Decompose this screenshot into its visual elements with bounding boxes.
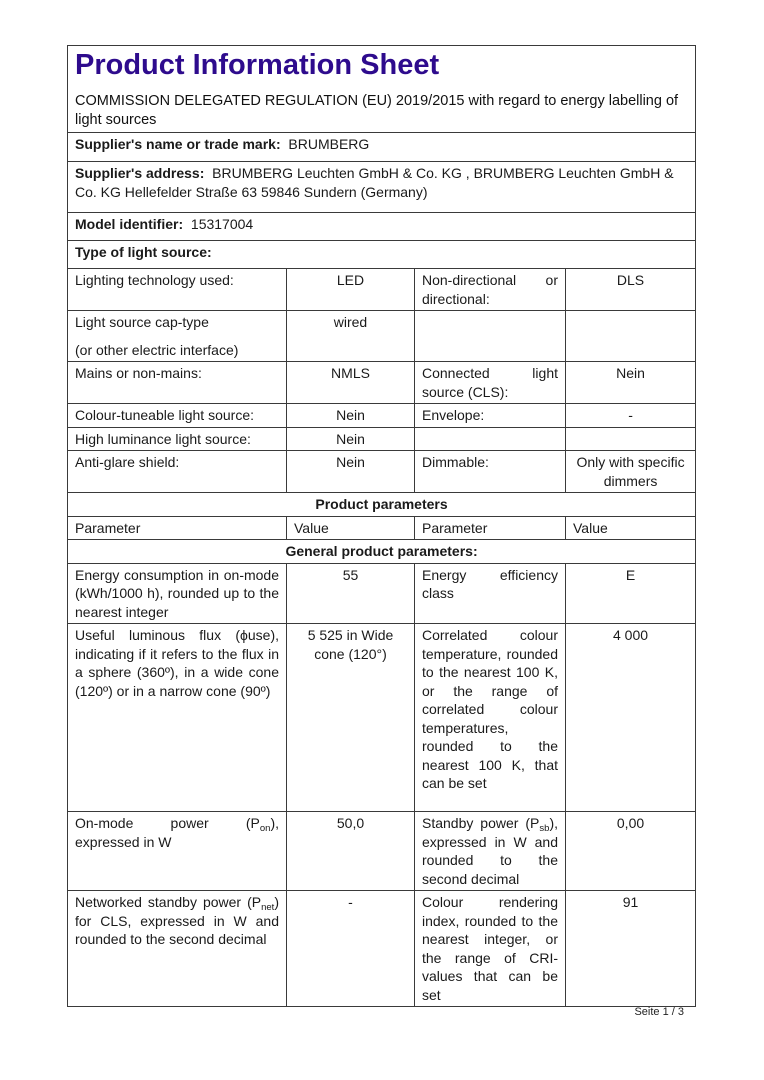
column-header-parameter-2: Parameter <box>415 516 566 540</box>
value-cell <box>566 311 696 362</box>
value-cell: DLS <box>566 269 696 311</box>
row-energy-consumption <box>68 563 696 624</box>
value-cell: E <box>566 563 696 624</box>
label-cell <box>415 427 566 451</box>
page-number: Seite 1 / 3 <box>634 1006 684 1018</box>
label-cell <box>415 311 566 362</box>
value-cell: 55 <box>287 563 415 624</box>
label-text: ), expressed in W <box>75 815 279 850</box>
value-cell: - <box>566 404 696 428</box>
label-cell: Anti-glare shield: <box>68 451 287 493</box>
section-general-parameters: General product parameters: <box>68 540 696 564</box>
supplier-name-row <box>68 133 696 162</box>
row-networked-standby <box>68 891 696 1007</box>
supplier-name-cell <box>68 133 696 162</box>
value-cell: Nein <box>287 404 415 428</box>
header-cell <box>68 46 696 133</box>
label-text: On-mode power (P <box>75 815 260 831</box>
value-cell: 50,0 <box>287 812 415 891</box>
value-cell: 4 000 <box>566 624 696 812</box>
value-cell: LED <box>287 269 415 311</box>
label-cell: High luminance light source: <box>68 427 287 451</box>
label-cell: Colour-tuneable light source: <box>68 404 287 428</box>
column-header-parameter-1: Parameter <box>68 516 287 540</box>
label-cell: Energy consumption in on-mode (kWh/1000 h), rounded up to the nearest integer <box>68 563 287 624</box>
header-row <box>68 46 696 133</box>
cap-type-line1: Light source cap-type <box>75 314 209 330</box>
type-of-light-source-label: Type of light source: <box>75 244 212 260</box>
model-identifier-row <box>68 213 696 241</box>
supplier-address-label: Supplier's address: <box>75 165 205 181</box>
label-cell: Energy efficiency class <box>415 563 566 624</box>
label-cell <box>68 891 287 1007</box>
supplier-address-value: BRUMBERG Leuchten GmbH & Co. KG , BRUMBERG Leuchten GmbH & Co. KG Hellefelder Straße 63 59846 Sundern (Germany) <box>75 165 674 200</box>
model-identifier-value: 15317004 <box>190 216 254 232</box>
row-lighting-technology <box>68 269 696 311</box>
label-text: ), expressed in W and rounded to the second decimal <box>422 815 558 887</box>
label-cell: Connected light source (CLS): <box>415 362 566 404</box>
model-identifier-cell <box>68 213 696 241</box>
value-cell: Nein <box>287 451 415 493</box>
row-luminous-flux <box>68 624 696 812</box>
label-cell: Correlated colour temperature, rounded to the nearest 100 K, or the range of correlated colour temperatures, rounded to the nearest 100 K, that can be set <box>415 624 566 812</box>
row-mains <box>68 362 696 404</box>
row-cap-type <box>68 311 696 362</box>
value-cell: 0,00 <box>566 812 696 891</box>
column-header-row <box>68 516 696 540</box>
label-cell: Colour rendering index, rounded to the nearest integer, or the range of CRI-values that can be set <box>415 891 566 1007</box>
row-colour-tuneable <box>68 404 696 428</box>
label-cell: Lighting technology used: <box>68 269 287 311</box>
supplier-name-value: BRUMBERG <box>288 136 370 152</box>
value-cell <box>566 427 696 451</box>
section-product-parameters-row <box>68 493 696 517</box>
section-product-parameters: Product parameters <box>68 493 696 517</box>
product-information-sheet <box>67 45 695 1007</box>
label-cell: Envelope: <box>415 404 566 428</box>
supplier-address-cell <box>68 162 696 213</box>
value-cell: Nein <box>287 427 415 451</box>
value-cell: - <box>287 891 415 1007</box>
type-of-light-source-row <box>68 241 696 269</box>
label-subscript: sb <box>539 823 550 834</box>
value-cell: NMLS <box>287 362 415 404</box>
supplier-address-row <box>68 162 696 213</box>
value-cell: 91 <box>566 891 696 1007</box>
label-cell <box>68 311 287 362</box>
model-identifier-label: Model identifier: <box>75 216 184 232</box>
label-subscript: net <box>261 902 275 913</box>
label-cell <box>68 812 287 891</box>
label-cell: Non-directional or directional: <box>415 269 566 311</box>
value-cell: wired <box>287 311 415 362</box>
page-title: Product Information Sheet <box>75 49 440 81</box>
label-cell <box>415 812 566 891</box>
label-cell: Dimmable: <box>415 451 566 493</box>
regulation-subtitle: COMMISSION DELEGATED REGULATION (EU) 2019/2015 with regard to energy labelling of light sources <box>75 93 679 128</box>
type-of-light-source-cell <box>68 241 696 269</box>
column-header-value-2: Value <box>566 516 696 540</box>
cap-type-line2: (or other electric interface) <box>75 341 239 358</box>
value-cell: Nein <box>566 362 696 404</box>
section-general-parameters-row <box>68 540 696 564</box>
row-anti-glare <box>68 451 696 493</box>
value-cell: Only with specific dimmers <box>566 451 696 493</box>
label-cell: Mains or non-mains: <box>68 362 287 404</box>
column-header-value-1: Value <box>287 516 415 540</box>
label-cell: Useful luminous flux (ϕuse), indicating if it refers to the flux in a sphere (360º), in a wide cone (120º) or in a narrow cone (90º) <box>68 624 287 812</box>
value-cell: 5 525 in Wide cone (120°) <box>287 624 415 812</box>
label-text: Standby power (P <box>422 815 540 831</box>
label-subscript: on <box>259 823 271 834</box>
label-text: Networked standby power (P <box>75 894 262 910</box>
supplier-name-label: Supplier's name or trade mark: <box>75 136 281 152</box>
row-high-luminance <box>68 427 696 451</box>
label-text: ) for CLS, expressed in W and rounded to the second decimal <box>75 894 279 947</box>
product-info-table <box>67 45 696 1007</box>
row-on-mode-power <box>68 812 696 891</box>
